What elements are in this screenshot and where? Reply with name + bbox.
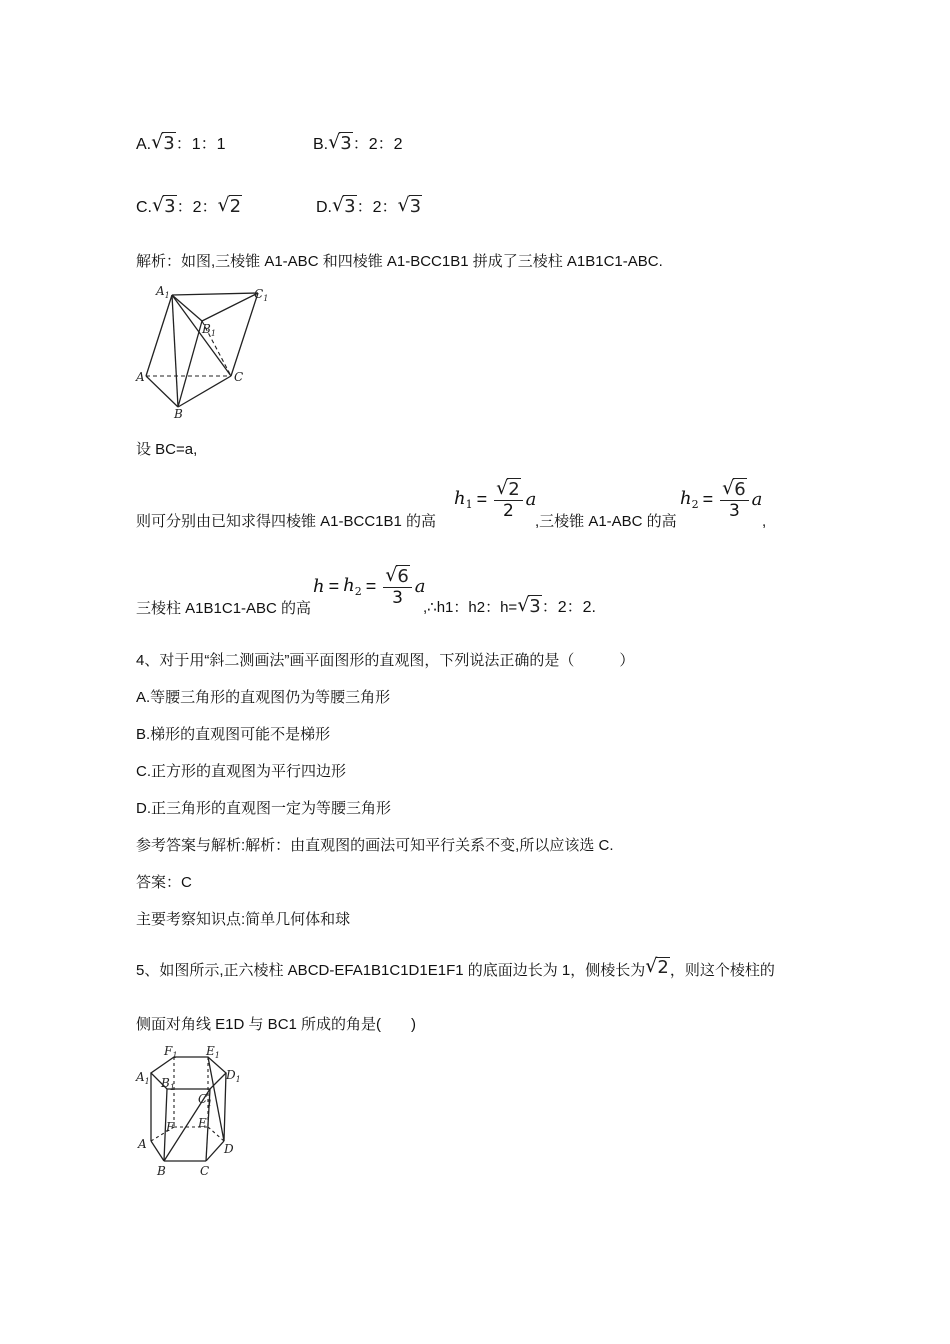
sqrt-expression: √3 [517,594,541,617]
q4-answer: 答案：C [136,874,192,891]
hex-prism-diagram [134,1043,242,1179]
sqrt-expression: √3 [332,194,356,217]
q5-stem-line1: 5、如图所示,正六棱柱 ABCD-EFA1B1C1D1E1F1 的底面边长为 1，侧棱长为√2，则这个棱柱的 [136,955,775,979]
label-c: C [234,370,244,384]
q4-option-a: A.等腰三角形的直观图仍为等腰三角形 [136,689,391,706]
q3-option-b [313,131,403,154]
heights-text-3: , [762,513,767,530]
label-c1: $C_1$ [198,1092,213,1108]
option-ratio: ：2：2 [352,136,403,153]
q4-option-b: B.梯形的直观图可能不是梯形 [136,726,331,743]
option-letter: A. [136,136,152,153]
sqrt-expression: √3 [397,194,422,217]
label-a1: $A_1$ [156,284,170,300]
prism-height-text-1: 三棱柱 A1B1C1-ABC 的高 [136,600,312,617]
sqrt-expression: √3 [151,131,175,154]
label-c: C [200,1164,210,1178]
fraction: $\frac{√6}{3}$ [383,565,412,608]
prism-diagram [134,283,274,419]
fraction: $\frac{√2}{2}$ [494,478,523,521]
fraction: $\frac{√6}{3}$ [720,478,749,521]
label-b1: $B_1$ [161,1076,175,1092]
option-letter: C. [136,199,152,216]
option-ratio: ：2： [356,199,398,216]
h2-formula: $h_2$ = $\frac{√6}{3}$ a [680,477,763,521]
label-f1: $F_1$ [164,1044,178,1060]
label-d1: $D_1$ [226,1068,241,1084]
heights-text-1: 则可分别由已知求得四棱锥 A1-BCC1B1 的高 [136,513,437,530]
prism-ratio: ,∴h1：h2：h=√3：2：2. [423,594,596,617]
h1-formula: $h_1$ = $\frac{√2}{2}$ a [454,477,537,521]
sqrt-expression: √2 [645,955,669,978]
q5-stem-line2: 侧面对角线 E1D 与 BC1 所成的角是( ) [136,1016,417,1033]
label-a: A [136,370,145,384]
label-e: E [198,1116,207,1130]
q3-option-c [136,194,242,217]
option-ratio: ：2： [176,199,218,216]
q3-option-a [136,131,226,154]
q4-option-d: D.正三角形的直观图一定为等腰三角形 [136,800,392,817]
q4-option-c: C.正方形的直观图为平行四边形 [136,763,347,780]
label-b: B [157,1164,166,1178]
q3-analysis: 解析：如图,三棱锥 A1-ABC 和四棱锥 A1-BCC1B1 拼成了三棱柱 A1B1C1-ABC. [136,253,663,270]
sqrt-expression: √2 [217,194,242,217]
sqrt-expression: √3 [152,194,176,217]
q3-option-d [316,194,422,217]
label-d: D [224,1142,234,1156]
prism-figure [134,283,274,423]
sqrt-expression: √3 [328,131,352,154]
let-bc-line: 设 BC=a, [136,441,198,458]
label-b1: $B_1$ [202,322,216,338]
q4-stem: 4、对于用“斜二测画法”画平面图形的直观图，下列说法正确的是（ ） [136,652,635,669]
heights-text-2: ,三棱锥 A1-ABC 的高 [535,513,677,530]
option-letter: D. [316,199,332,216]
hex-prism-figure [134,1043,242,1183]
option-letter: B. [313,136,329,153]
label-a1: $A_1$ [136,1070,150,1086]
label-b: B [174,407,183,419]
q4-analysis: 参考答案与解析:解析：由直观图的画法可知平行关系不变,所以应该选 C. [136,837,614,854]
option-ratio: ：1：1 [175,136,226,153]
label-c1: $C_1$ [254,287,269,303]
label-f: F [166,1120,175,1134]
label-e1: $E_1$ [206,1044,220,1060]
q4-topic: 主要考察知识点:简单几何体和球 [136,911,351,928]
prism-h-formula: h = $h_2$ = $\frac{√6}{3}$ a [313,564,426,608]
label-a: A [138,1137,147,1151]
